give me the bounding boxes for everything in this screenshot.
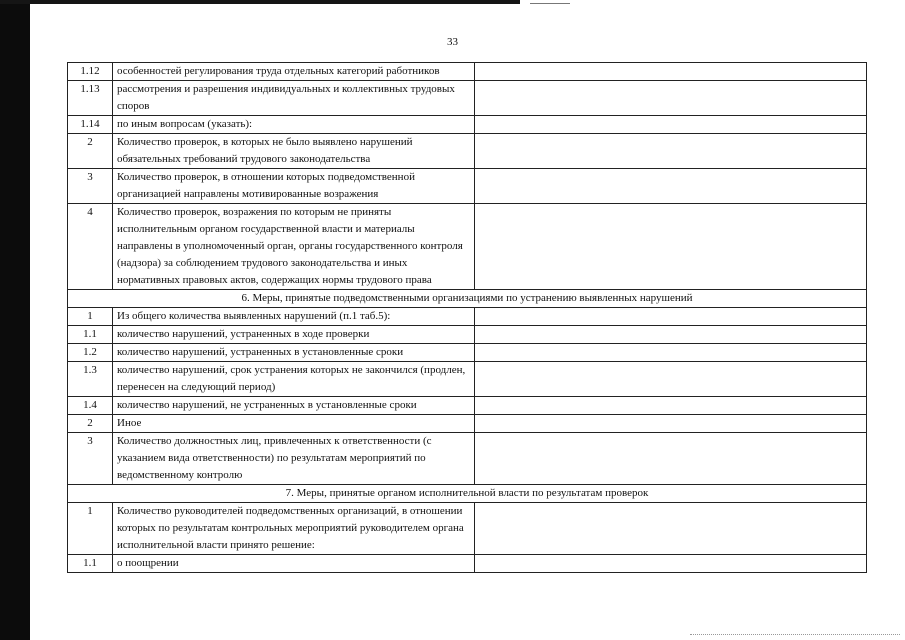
row-description: количество нарушений, устраненных в ходе проверки bbox=[113, 326, 475, 344]
row-number: 2 bbox=[68, 415, 113, 433]
row-description: рассмотрения и разрешения индивидуальных и коллективных трудовых споров bbox=[113, 81, 475, 116]
value-cell[interactable] bbox=[475, 63, 867, 81]
row-number: 1.12 bbox=[68, 63, 113, 81]
row-description: количество нарушений, устраненных в установленные сроки bbox=[113, 344, 475, 362]
table-row bbox=[68, 362, 867, 397]
table-row bbox=[68, 169, 867, 204]
row-description: особенностей регулирования труда отдельных категорий работников bbox=[113, 63, 475, 81]
row-number: 1.3 bbox=[68, 362, 113, 397]
section-title: 7. Меры, принятые органом исполнительной власти по результатам проверок bbox=[68, 485, 867, 503]
row-number: 1 bbox=[68, 503, 113, 555]
row-number: 1 bbox=[68, 308, 113, 326]
row-description: Иное bbox=[113, 415, 475, 433]
value-cell[interactable] bbox=[475, 344, 867, 362]
row-description: Количество проверок, возражения по которым не приняты исполнительным органом государственной власти и материалы направлены в уполномоченный орган, органы государственного контроля (надзора) за соблюдением трудового законодательства и иных нормативных правовых актов, содержащих нормы трудового права bbox=[113, 204, 475, 290]
value-cell[interactable] bbox=[475, 503, 867, 555]
table-row bbox=[68, 63, 867, 81]
row-number: 3 bbox=[68, 169, 113, 204]
section-header-row bbox=[68, 485, 867, 503]
value-cell[interactable] bbox=[475, 397, 867, 415]
scan-left-border bbox=[0, 0, 30, 640]
scan-bottom-dots bbox=[690, 634, 900, 636]
value-cell[interactable] bbox=[475, 204, 867, 290]
value-cell[interactable] bbox=[475, 326, 867, 344]
row-description: по иным вопросам (указать): bbox=[113, 116, 475, 134]
value-cell[interactable] bbox=[475, 308, 867, 326]
row-number: 4 bbox=[68, 204, 113, 290]
page-number: 33 bbox=[447, 36, 458, 48]
report-table bbox=[67, 62, 867, 573]
table-row bbox=[68, 415, 867, 433]
value-cell[interactable] bbox=[475, 362, 867, 397]
table-row bbox=[68, 134, 867, 169]
table-row bbox=[68, 326, 867, 344]
table-row bbox=[68, 81, 867, 116]
row-description: Количество руководителей подведомственных организаций, в отношении которых по результатам контрольных мероприятий руководителем органа исполнительной власти принято решение: bbox=[113, 503, 475, 555]
row-number: 2 bbox=[68, 134, 113, 169]
value-cell[interactable] bbox=[475, 81, 867, 116]
row-number: 3 bbox=[68, 433, 113, 485]
value-cell[interactable] bbox=[475, 415, 867, 433]
table-row bbox=[68, 204, 867, 290]
table-row bbox=[68, 397, 867, 415]
row-description: Из общего количества выявленных нарушений (п.1 таб.5): bbox=[113, 308, 475, 326]
row-number: 1.1 bbox=[68, 555, 113, 573]
row-number: 1.2 bbox=[68, 344, 113, 362]
section-title: 6. Меры, принятые подведомственными организациями по устранению выявленных нарушений bbox=[68, 290, 867, 308]
value-cell[interactable] bbox=[475, 555, 867, 573]
table-row bbox=[68, 116, 867, 134]
value-cell[interactable] bbox=[475, 116, 867, 134]
row-description: Количество должностных лиц, привлеченных к ответственности (с указанием вида ответственности) по результатам мероприятий по ведомственному контролю bbox=[113, 433, 475, 485]
table-row bbox=[68, 308, 867, 326]
row-description: Количество проверок, в отношении которых подведомственной организацией направлены мотивированные возражения bbox=[113, 169, 475, 204]
row-description: количество нарушений, не устраненных в установленные сроки bbox=[113, 397, 475, 415]
row-number: 1.4 bbox=[68, 397, 113, 415]
scan-top-line bbox=[530, 3, 570, 4]
table-row bbox=[68, 503, 867, 555]
row-number: 1.14 bbox=[68, 116, 113, 134]
table-row bbox=[68, 555, 867, 573]
row-description: Количество проверок, в которых не было выявлено нарушений обязательных требований трудового законодательства bbox=[113, 134, 475, 169]
row-number: 1.1 bbox=[68, 326, 113, 344]
row-description: о поощрении bbox=[113, 555, 475, 573]
value-cell[interactable] bbox=[475, 433, 867, 485]
value-cell[interactable] bbox=[475, 169, 867, 204]
row-number: 1.13 bbox=[68, 81, 113, 116]
report-table-body bbox=[68, 63, 867, 573]
value-cell[interactable] bbox=[475, 134, 867, 169]
table-row bbox=[68, 433, 867, 485]
row-description: количество нарушений, срок устранения которых не закончился (продлен, перенесен на следующий период) bbox=[113, 362, 475, 397]
section-header-row bbox=[68, 290, 867, 308]
table-row bbox=[68, 344, 867, 362]
scan-top-border bbox=[0, 0, 520, 4]
